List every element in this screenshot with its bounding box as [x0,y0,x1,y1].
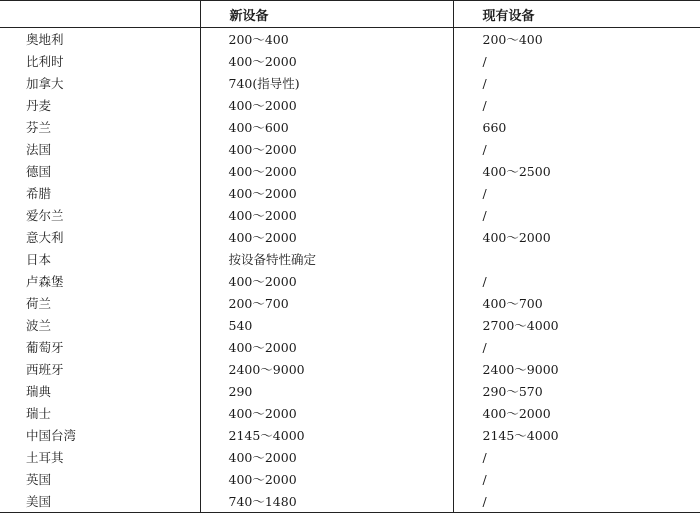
cell-existing-equipment: 200～400 [482,32,543,47]
table-body [0,28,700,513]
table-row [0,160,700,182]
cell-country: 荷兰 [0,292,200,314]
cell-country: 丹麦 [0,94,200,116]
table-row [0,72,700,94]
cell-new-equipment: 540 [200,314,453,336]
cell-new-equipment: 740(指导性) [200,72,453,94]
cell-existing-equipment: 400～700 [482,296,543,311]
cell-country: 芬兰 [0,116,200,138]
header-existing-equipment: 现有设备 [453,1,700,28]
cell-existing-equipment: 660 [482,119,507,135]
table-row [0,358,700,380]
cell-existing-equipment: / [482,53,487,69]
table-row [0,314,700,336]
cell-existing-equipment: / [482,471,487,487]
cell-new-equipment: 290 [200,380,453,402]
cell-country: 土耳其 [0,446,200,468]
cell-existing-equipment: / [482,97,487,113]
table-header [0,1,700,28]
cell-country: 西班牙 [0,358,200,380]
cell-country: 瑞典 [0,380,200,402]
header-new-equipment: 新设备 [200,1,453,28]
table-row [0,424,700,446]
table-row [0,402,700,424]
table-row [0,182,700,204]
table-row [0,446,700,468]
cell-existing-equipment: / [482,141,487,157]
cell-existing-equipment: / [453,490,700,513]
cell-new-equipment: 400～2000 [200,94,453,116]
cell-existing-equipment: 290～570 [482,384,543,399]
table-row [0,94,700,116]
cell-new-equipment: 400～2000 [200,336,453,358]
cell-new-equipment: 按设备特性确定 [200,248,453,270]
cell-existing-equipment: 2700～4000 [482,318,559,333]
cell-country: 德国 [0,160,200,182]
table-row [0,336,700,358]
cell-existing-equipment: 2145～4000 [482,428,559,443]
cell-country: 英国 [0,468,200,490]
header-country [0,1,200,28]
cell-existing-equipment: / [482,273,487,289]
table-row [0,270,700,292]
cell-new-equipment: 740～1480 [200,490,453,513]
cell-new-equipment: 400～2000 [200,160,453,182]
cell-country: 美国 [0,490,200,513]
cell-country: 波兰 [0,314,200,336]
cell-existing-equipment: 400～2000 [482,230,551,245]
cell-existing-equipment: 2400～9000 [482,362,559,377]
cell-new-equipment: 400～2000 [200,468,453,490]
cell-new-equipment: 400～2000 [200,50,453,72]
cell-existing-equipment: / [482,185,487,201]
table-row [0,292,700,314]
table-row [0,28,700,51]
cell-country: 中国台湾 [0,424,200,446]
cell-country: 加拿大 [0,72,200,94]
cell-existing-equipment: 400～2000 [482,406,551,421]
cell-existing-equipment: / [482,339,487,355]
table-row [0,380,700,402]
table-row [0,490,700,513]
cell-country: 瑞士 [0,402,200,424]
cell-new-equipment: 400～2000 [200,182,453,204]
cell-new-equipment: 400～2000 [200,402,453,424]
cell-new-equipment: 200～700 [200,292,453,314]
table-row [0,50,700,72]
cell-country: 意大利 [0,226,200,248]
cell-new-equipment: 400～2000 [200,270,453,292]
cell-new-equipment: 400～2000 [200,204,453,226]
header-row [0,1,700,28]
cell-new-equipment: 200～400 [200,28,453,51]
table-row [0,138,700,160]
cell-country: 卢森堡 [0,270,200,292]
cell-new-equipment: 400～600 [200,116,453,138]
cell-new-equipment: 2400～9000 [200,358,453,380]
cell-existing-equipment [453,248,700,270]
cell-country: 比利时 [0,50,200,72]
cell-new-equipment: 2145～4000 [200,424,453,446]
cell-country: 爱尔兰 [0,204,200,226]
cell-new-equipment: 400～2000 [200,446,453,468]
cell-country: 法国 [0,138,200,160]
table-row [0,204,700,226]
table-row [0,468,700,490]
cell-country: 希腊 [0,182,200,204]
cell-new-equipment: 400～2000 [200,226,453,248]
cell-country: 日本 [0,248,200,270]
table-row [0,226,700,248]
cell-existing-equipment: / [482,207,487,223]
table-row [0,116,700,138]
cell-existing-equipment: / [482,75,487,91]
table-row [0,248,700,270]
cell-new-equipment: 400～2000 [200,138,453,160]
cell-existing-equipment: / [482,449,487,465]
cell-country: 奥地利 [0,28,200,51]
cell-existing-equipment: 400～2500 [482,164,551,179]
cell-country: 葡萄牙 [0,336,200,358]
